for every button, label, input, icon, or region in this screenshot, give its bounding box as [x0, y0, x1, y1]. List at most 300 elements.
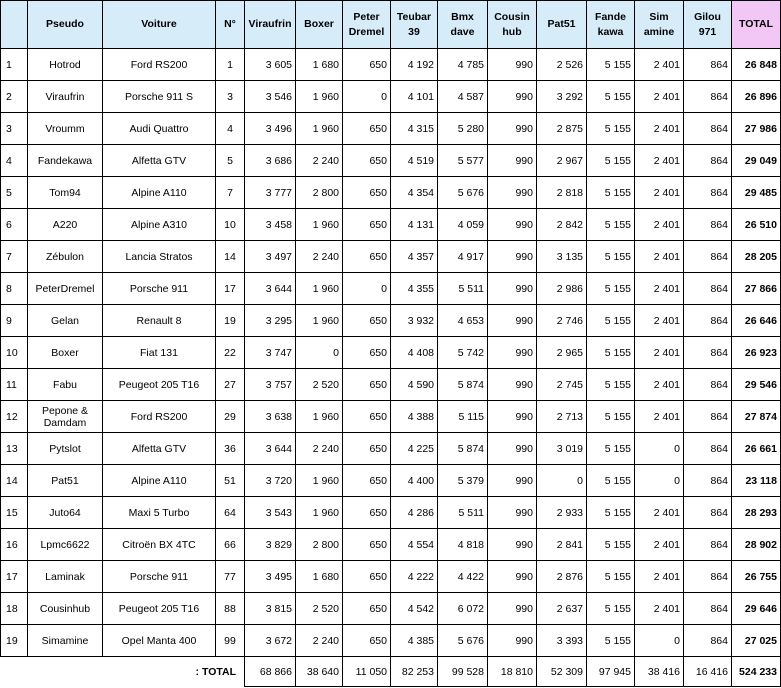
car-cell: Ford RS200 [103, 401, 216, 433]
pseudo-cell: Hotrod [28, 49, 103, 81]
score-cell: 4 357 [391, 241, 438, 273]
score-cell: 3 932 [391, 305, 438, 337]
total-cell: 28 293 [732, 497, 781, 529]
score-cell: 0 [635, 465, 684, 497]
number-cell: 19 [216, 305, 245, 337]
score-cell: 2 401 [635, 561, 684, 593]
column-header: Pat51 [537, 1, 587, 49]
score-cell: 4 315 [391, 113, 438, 145]
score-cell: 864 [684, 337, 732, 369]
score-cell: 5 155 [587, 433, 635, 465]
score-cell: 990 [488, 81, 537, 113]
rank-cell: 17 [1, 561, 28, 593]
score-cell: 2 713 [537, 401, 587, 433]
score-cell: 4 590 [391, 369, 438, 401]
score-cell: 2 818 [537, 177, 587, 209]
score-cell: 0 [343, 273, 391, 305]
score-cell: 2 875 [537, 113, 587, 145]
table-row [1, 209, 781, 241]
car-cell: Renault 8 [103, 305, 216, 337]
table-row [1, 625, 781, 657]
car-cell: Ford RS200 [103, 49, 216, 81]
column-total-cell: 97 945 [587, 657, 635, 687]
score-cell: 650 [343, 177, 391, 209]
pseudo-cell: Viraufrin [28, 81, 103, 113]
score-cell: 3 644 [245, 273, 296, 305]
total-cell: 23 118 [732, 465, 781, 497]
score-cell: 2 745 [537, 369, 587, 401]
score-cell: 2 800 [296, 529, 343, 561]
column-header: Teubar 39 [391, 1, 438, 49]
total-cell: 26 848 [732, 49, 781, 81]
score-cell: 3 019 [537, 433, 587, 465]
score-cell: 2 967 [537, 145, 587, 177]
score-cell: 4 408 [391, 337, 438, 369]
score-cell: 5 155 [587, 273, 635, 305]
column-header: Peter Dremel [343, 1, 391, 49]
score-cell: 990 [488, 177, 537, 209]
score-cell: 1 680 [296, 49, 343, 81]
score-cell: 3 672 [245, 625, 296, 657]
score-cell: 5 742 [438, 337, 488, 369]
score-cell: 864 [684, 113, 732, 145]
score-cell: 2 842 [537, 209, 587, 241]
score-cell: 5 155 [587, 49, 635, 81]
table-row [1, 81, 781, 113]
car-cell: Fiat 131 [103, 337, 216, 369]
score-cell: 650 [343, 465, 391, 497]
number-cell: 51 [216, 465, 245, 497]
grand-total-cell: 524 233 [732, 657, 781, 687]
score-cell: 990 [488, 209, 537, 241]
table-row [1, 529, 781, 561]
total-cell: 29 049 [732, 145, 781, 177]
total-cell: 27 866 [732, 273, 781, 305]
pseudo-cell: Tom94 [28, 177, 103, 209]
score-cell: 864 [684, 561, 732, 593]
score-cell: 2 526 [537, 49, 587, 81]
column-total-cell: 16 416 [684, 657, 732, 687]
score-cell: 864 [684, 273, 732, 305]
score-cell: 2 965 [537, 337, 587, 369]
score-cell: 864 [684, 401, 732, 433]
score-cell: 2 401 [635, 273, 684, 305]
score-cell: 990 [488, 113, 537, 145]
score-cell: 2 240 [296, 241, 343, 273]
score-cell: 5 155 [587, 465, 635, 497]
score-cell: 650 [343, 305, 391, 337]
score-cell: 4 131 [391, 209, 438, 241]
column-header: Bmx dave [438, 1, 488, 49]
score-cell: 3 458 [245, 209, 296, 241]
header-row [1, 1, 781, 49]
number-cell: 99 [216, 625, 245, 657]
score-cell: 4 587 [438, 81, 488, 113]
number-cell: 1 [216, 49, 245, 81]
score-cell: 4 519 [391, 145, 438, 177]
score-cell: 1 680 [296, 561, 343, 593]
table-row [1, 241, 781, 273]
column-header: N° [216, 1, 245, 49]
score-cell: 864 [684, 433, 732, 465]
score-cell: 864 [684, 465, 732, 497]
score-cell: 2 520 [296, 369, 343, 401]
score-cell: 2 401 [635, 305, 684, 337]
score-cell: 2 401 [635, 49, 684, 81]
score-cell: 2 401 [635, 369, 684, 401]
score-cell: 650 [343, 337, 391, 369]
score-cell: 3 605 [245, 49, 296, 81]
car-cell: Alpine A110 [103, 177, 216, 209]
score-cell: 4 059 [438, 209, 488, 241]
rank-cell: 9 [1, 305, 28, 337]
total-cell: 27 874 [732, 401, 781, 433]
score-cell: 2 240 [296, 625, 343, 657]
car-cell: Alpine A310 [103, 209, 216, 241]
rank-cell: 2 [1, 81, 28, 113]
table-row [1, 273, 781, 305]
score-cell: 4 400 [391, 465, 438, 497]
number-cell: 3 [216, 81, 245, 113]
score-cell: 3 720 [245, 465, 296, 497]
score-cell: 4 554 [391, 529, 438, 561]
table-row [1, 305, 781, 337]
score-cell: 990 [488, 529, 537, 561]
car-cell: Audi Quattro [103, 113, 216, 145]
pseudo-cell: Gelan [28, 305, 103, 337]
score-cell: 2 240 [296, 433, 343, 465]
rank-cell: 14 [1, 465, 28, 497]
number-cell: 4 [216, 113, 245, 145]
score-cell: 5 280 [438, 113, 488, 145]
score-cell: 1 960 [296, 209, 343, 241]
rank-cell: 8 [1, 273, 28, 305]
car-cell: Alfetta GTV [103, 145, 216, 177]
column-header: Pseudo [28, 1, 103, 49]
column-header: Boxer [296, 1, 343, 49]
rank-cell: 16 [1, 529, 28, 561]
table-row [1, 49, 781, 81]
score-cell: 990 [488, 433, 537, 465]
pseudo-cell: Simamine [28, 625, 103, 657]
score-cell: 4 785 [438, 49, 488, 81]
score-cell: 3 757 [245, 369, 296, 401]
score-cell: 650 [343, 497, 391, 529]
car-cell: Porsche 911 [103, 561, 216, 593]
score-cell: 5 155 [587, 593, 635, 625]
score-cell: 5 676 [438, 625, 488, 657]
score-cell: 864 [684, 177, 732, 209]
rank-cell: 10 [1, 337, 28, 369]
header-index [1, 1, 28, 49]
score-cell: 2 986 [537, 273, 587, 305]
table-row [1, 145, 781, 177]
score-cell: 5 511 [438, 497, 488, 529]
score-cell: 990 [488, 401, 537, 433]
score-cell: 2 933 [537, 497, 587, 529]
score-cell: 3 747 [245, 337, 296, 369]
table-row [1, 177, 781, 209]
total-cell: 26 923 [732, 337, 781, 369]
number-cell: 14 [216, 241, 245, 273]
car-cell: Opel Manta 400 [103, 625, 216, 657]
score-cell: 2 746 [537, 305, 587, 337]
total-cell: 28 902 [732, 529, 781, 561]
score-cell: 990 [488, 465, 537, 497]
score-cell: 864 [684, 593, 732, 625]
score-cell: 3 497 [245, 241, 296, 273]
pseudo-cell: Boxer [28, 337, 103, 369]
table-row [1, 497, 781, 529]
number-cell: 5 [216, 145, 245, 177]
rank-cell: 1 [1, 49, 28, 81]
score-cell: 5 155 [587, 113, 635, 145]
score-cell: 990 [488, 593, 537, 625]
score-cell: 5 155 [587, 209, 635, 241]
number-cell: 27 [216, 369, 245, 401]
pseudo-cell: Juto64 [28, 497, 103, 529]
rank-cell: 5 [1, 177, 28, 209]
totals-row [1, 657, 781, 687]
car-cell: Porsche 911 [103, 273, 216, 305]
car-cell: Peugeot 205 T16 [103, 593, 216, 625]
score-cell: 3 777 [245, 177, 296, 209]
total-cell: 26 661 [732, 433, 781, 465]
score-cell: 1 960 [296, 465, 343, 497]
score-cell: 5 155 [587, 401, 635, 433]
score-cell: 3 546 [245, 81, 296, 113]
score-cell: 3 686 [245, 145, 296, 177]
column-total-cell: 11 050 [343, 657, 391, 687]
car-cell: Alfetta GTV [103, 433, 216, 465]
score-cell: 3 543 [245, 497, 296, 529]
score-cell: 650 [343, 529, 391, 561]
score-cell: 5 155 [587, 625, 635, 657]
score-cell: 5 155 [587, 81, 635, 113]
total-cell: 28 205 [732, 241, 781, 273]
score-cell: 990 [488, 49, 537, 81]
score-cell: 864 [684, 49, 732, 81]
number-cell: 22 [216, 337, 245, 369]
score-cell: 4 818 [438, 529, 488, 561]
number-cell: 64 [216, 497, 245, 529]
score-cell: 2 401 [635, 337, 684, 369]
score-cell: 0 [343, 81, 391, 113]
score-cell: 4 192 [391, 49, 438, 81]
rank-cell: 7 [1, 241, 28, 273]
score-cell: 864 [684, 369, 732, 401]
score-cell: 3 495 [245, 561, 296, 593]
score-cell: 2 841 [537, 529, 587, 561]
score-cell: 2 520 [296, 593, 343, 625]
column-total-cell: 38 640 [296, 657, 343, 687]
score-cell: 2 240 [296, 145, 343, 177]
score-cell: 990 [488, 145, 537, 177]
score-cell: 650 [343, 433, 391, 465]
table-row [1, 401, 781, 433]
total-cell: 27 986 [732, 113, 781, 145]
column-header: Sim amine [635, 1, 684, 49]
score-cell: 2 401 [635, 497, 684, 529]
score-cell: 2 401 [635, 113, 684, 145]
score-cell: 4 388 [391, 401, 438, 433]
score-cell: 990 [488, 625, 537, 657]
score-cell: 864 [684, 625, 732, 657]
score-cell: 4 286 [391, 497, 438, 529]
score-cell: 990 [488, 337, 537, 369]
column-total-cell: 82 253 [391, 657, 438, 687]
score-cell: 3 135 [537, 241, 587, 273]
pseudo-cell: Vroumm [28, 113, 103, 145]
total-cell: 27 025 [732, 625, 781, 657]
rank-cell: 4 [1, 145, 28, 177]
column-header: Viraufrin [245, 1, 296, 49]
rank-cell: 19 [1, 625, 28, 657]
score-cell: 4 917 [438, 241, 488, 273]
score-cell: 4 101 [391, 81, 438, 113]
pseudo-cell: Pytslot [28, 433, 103, 465]
score-cell: 1 960 [296, 113, 343, 145]
score-cell: 2 401 [635, 145, 684, 177]
score-cell: 6 072 [438, 593, 488, 625]
score-cell: 2 876 [537, 561, 587, 593]
score-cell: 5 155 [587, 305, 635, 337]
number-cell: 10 [216, 209, 245, 241]
score-cell: 0 [635, 625, 684, 657]
score-cell: 864 [684, 145, 732, 177]
total-cell: 26 510 [732, 209, 781, 241]
score-cell: 5 155 [587, 177, 635, 209]
score-cell: 1 960 [296, 401, 343, 433]
total-cell: 29 485 [732, 177, 781, 209]
table-row [1, 369, 781, 401]
score-cell: 5 379 [438, 465, 488, 497]
score-cell: 650 [343, 209, 391, 241]
score-cell: 5 115 [438, 401, 488, 433]
score-cell: 2 637 [537, 593, 587, 625]
number-cell: 17 [216, 273, 245, 305]
score-cell: 1 960 [296, 497, 343, 529]
score-cell: 5 155 [587, 369, 635, 401]
pseudo-cell: PeterDremel [28, 273, 103, 305]
footer-spacer [28, 657, 103, 687]
rank-cell: 12 [1, 401, 28, 433]
score-cell: 3 644 [245, 433, 296, 465]
column-total-cell: 52 309 [537, 657, 587, 687]
rank-cell: 15 [1, 497, 28, 529]
pseudo-cell: Cousinhub [28, 593, 103, 625]
car-cell: Peugeot 205 T16 [103, 369, 216, 401]
score-cell: 0 [537, 465, 587, 497]
column-header: Fande kawa [587, 1, 635, 49]
score-cell: 2 401 [635, 241, 684, 273]
number-cell: 36 [216, 433, 245, 465]
score-cell: 4 355 [391, 273, 438, 305]
score-cell: 5 155 [587, 529, 635, 561]
score-cell: 990 [488, 305, 537, 337]
rank-cell: 6 [1, 209, 28, 241]
score-cell: 650 [343, 369, 391, 401]
score-cell: 5 874 [438, 433, 488, 465]
score-cell: 2 401 [635, 529, 684, 561]
score-cell: 5 511 [438, 273, 488, 305]
score-cell: 864 [684, 209, 732, 241]
header-total: TOTAL [732, 1, 781, 49]
score-cell: 2 401 [635, 593, 684, 625]
score-cell: 864 [684, 81, 732, 113]
rank-cell: 13 [1, 433, 28, 465]
pseudo-cell: Laminak [28, 561, 103, 593]
pseudo-cell: Fabu [28, 369, 103, 401]
score-cell: 990 [488, 241, 537, 273]
score-cell: 1 960 [296, 305, 343, 337]
table-body [1, 49, 781, 657]
car-cell: Porsche 911 S [103, 81, 216, 113]
score-cell: 3 292 [537, 81, 587, 113]
car-cell: Maxi 5 Turbo [103, 497, 216, 529]
table-row [1, 337, 781, 369]
score-cell: 2 401 [635, 209, 684, 241]
footer-spacer [1, 657, 28, 687]
score-cell: 5 155 [587, 561, 635, 593]
number-cell: 77 [216, 561, 245, 593]
score-cell: 0 [296, 337, 343, 369]
score-cell: 3 638 [245, 401, 296, 433]
car-cell: Lancia Stratos [103, 241, 216, 273]
score-cell: 5 155 [587, 497, 635, 529]
pseudo-cell: Fandekawa [28, 145, 103, 177]
score-cell: 1 960 [296, 81, 343, 113]
pseudo-cell: Pat51 [28, 465, 103, 497]
score-cell: 864 [684, 529, 732, 561]
table-row [1, 465, 781, 497]
table-row [1, 113, 781, 145]
score-cell: 864 [684, 241, 732, 273]
table-row [1, 433, 781, 465]
score-cell: 5 577 [438, 145, 488, 177]
number-cell: 7 [216, 177, 245, 209]
total-cell: 26 896 [732, 81, 781, 113]
total-cell: 29 546 [732, 369, 781, 401]
pseudo-cell: Zébulon [28, 241, 103, 273]
score-cell: 2 401 [635, 401, 684, 433]
score-cell: 990 [488, 561, 537, 593]
score-cell: 3 496 [245, 113, 296, 145]
score-cell: 5 676 [438, 177, 488, 209]
score-cell: 650 [343, 401, 391, 433]
score-cell: 864 [684, 305, 732, 337]
pseudo-cell: Pepone & Damdam [28, 401, 103, 433]
table-row [1, 561, 781, 593]
column-total-cell: 18 810 [488, 657, 537, 687]
score-cell: 3 829 [245, 529, 296, 561]
score-cell: 3 393 [537, 625, 587, 657]
score-cell: 650 [343, 625, 391, 657]
number-cell: 88 [216, 593, 245, 625]
rank-cell: 11 [1, 369, 28, 401]
score-cell: 4 422 [438, 561, 488, 593]
number-cell: 66 [216, 529, 245, 561]
score-cell: 650 [343, 145, 391, 177]
score-cell: 650 [343, 241, 391, 273]
score-cell: 650 [343, 561, 391, 593]
car-cell: Alpine A110 [103, 465, 216, 497]
column-header: Voiture [103, 1, 216, 49]
score-cell: 650 [343, 593, 391, 625]
score-cell: 4 354 [391, 177, 438, 209]
score-cell: 4 385 [391, 625, 438, 657]
number-cell: 29 [216, 401, 245, 433]
